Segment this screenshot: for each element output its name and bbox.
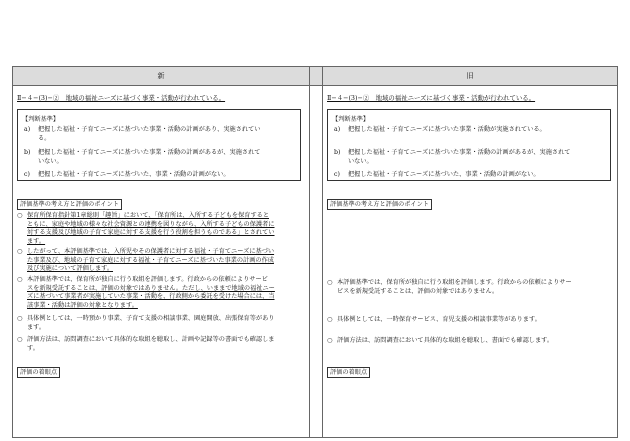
old-eval-heading: 評価の着眼点 [327, 367, 370, 378]
comparison-table: 新 旧 Ⅱ−４−(3)−② 地域の福祉ニーズに基づく事業・活動が行われている。 【判断基準】 a) 把握した福祉・子育てニーズに基づいた事業・活動の計画があり、実施されてい る。 b) 把握した福祉・子育てニーズに基づいた事業・活動の計画があるが、実施されて いない。 c) 把握した福祉・子育てニーズに基づいた、事業・活動の計画がない。 評価基準の考え方と評価のポイント ○ 保育所保育指針第1章総則「趣旨」において、「保育所は、入所する子どもを保育すると ともに、家庭や地域の様々な社会資源との連携を図りながら、入所する子どもの保護者に 対する支援及び地域の子育て家庭に対する支援を行う役割を担うものである」とされてい ます。 ○ したがって、本評価基準では、入所児やその保護者に対する福祉・子育てニーズに基づい た事業及び、地域の子育て家庭に対する福祉・子育てニーズに基づいた事業の計画の作成 及び実施について評価します。 ○ 本評価基準では、保育所が独自に行う取組を評価します。行政からの依頼によりサービ スを新規受託することは、評価の対象ではありません。ただし、いままで地域の福祉ニー ズに基づいて事業者が実施していた事業・活動を、行政側から委託を受けた場合には、当 該事業・活動は評価の対象となります。 ○ 具体例としては、一時預かり事業、子育て支援の相談事業、園庭開放、出張保育等があり ます。 ○ 評価方法は、訪問調査において具体的な取組を聴取し、計画や記録等の書面でも確認しま す。 評価の着眼点 Ⅱ−４−(3)−② 地域の福祉ニーズに基づく事業・活動が行われている。 【判断基準】 a) 把握した福祉・子育てニーズに基づいた事業・活動が実施されている。 b) 把握した福祉・子育てニーズに基づいた事業・活動の計画があるが、実施されて いない。 c) 把握した福祉・子育てニーズに基づいた、事業・活動の計画がない。 評価基準の考え方と評価のポイント ○ 本評価基準では、保育所が独自に行う取組を評価します。行政からの依頼によりサー ビスを新規受託することは、評価の対象ではありません。 ○ 具体例としては、一時保育サービス、育児支援の相談事業等があります。 ○ 評価方法は、訪問調査において具体的な取組を聴取し、書面でも確認します。 評価の着眼点 [12, 66, 618, 438]
old-criteria-heading: 【判断基準】 [332, 116, 370, 123]
old-criteria-box: 【判断基準】 a) 把握した福祉・子育てニーズに基づいた事業・活動が実施されている。 b) 把握した福祉・子育てニーズに基づいた事業・活動の計画があるが、実施されて いない。 c) 把握した福祉・子育てニーズに基づいた、事業・活動の計画がない。 [327, 109, 611, 181]
header-new: 新 [13, 67, 310, 86]
new-criteria-box: 【判断基準】 a) 把握した福祉・子育てニーズに基づいた事業・活動の計画があり、実施されてい る。 b) 把握した福祉・子育てニーズに基づいた事業・活動の計画があるが、実施されて いない。 c) 把握した福祉・子育てニーズに基づいた、事業・活動の計画がない。 [17, 109, 301, 181]
column-divider-left [309, 85, 310, 437]
new-title: Ⅱ−４−(3)−② 地域の福祉ニーズに基づく事業・活動が行われている。 [17, 94, 226, 102]
new-points-heading: 評価基準の考え方と評価のポイント [17, 199, 122, 210]
header-divider [310, 67, 323, 86]
column-divider-right [322, 85, 323, 437]
old-title: Ⅱ−４−(3)−② 地域の福祉ニーズに基づく事業・活動が行われている。 [327, 94, 536, 102]
new-criteria-heading: 【判断基準】 [22, 116, 60, 123]
header-old: 旧 [323, 67, 617, 86]
new-eval-heading: 評価の着眼点 [17, 367, 60, 378]
old-points-heading: 評価基準の考え方と評価のポイント [327, 199, 432, 210]
